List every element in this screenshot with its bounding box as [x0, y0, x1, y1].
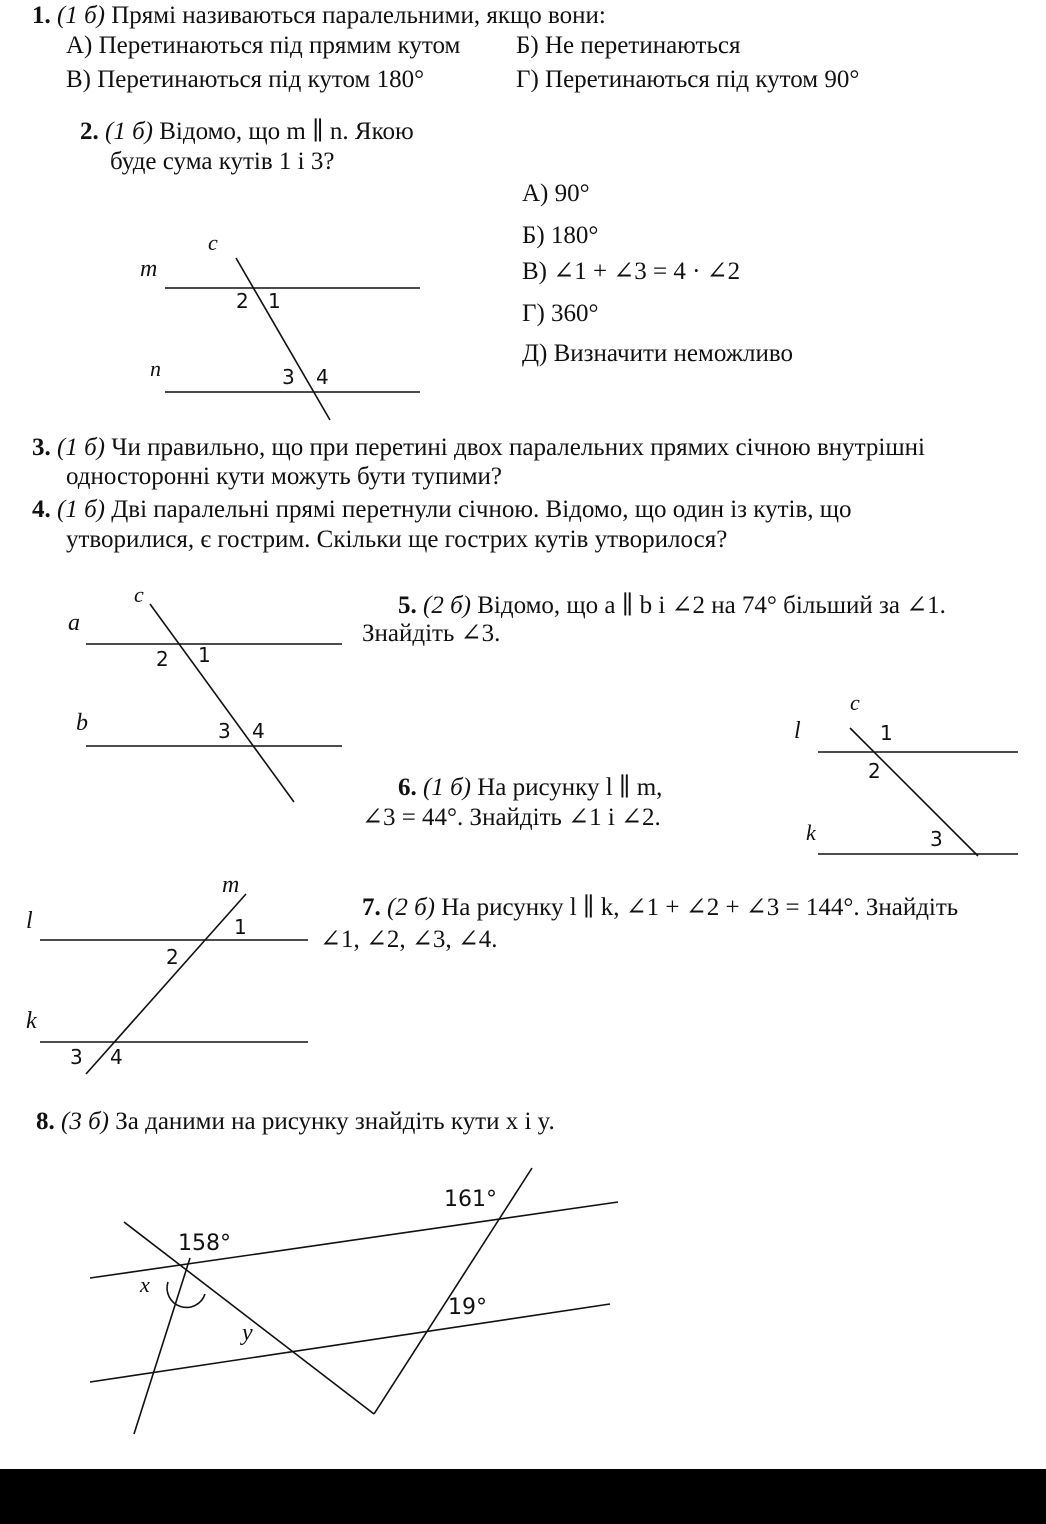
q5-label-a: a: [68, 610, 80, 636]
q6-figure: [794, 690, 1018, 856]
q5-number: 5.: [398, 592, 417, 619]
q7-angle-4: 4: [110, 1045, 123, 1069]
q2-option-d: Г) 360°: [522, 300, 599, 327]
q6-angle-3: 3: [930, 827, 943, 851]
bottom-black-bar: [0, 1469, 1046, 1524]
q2-option-e: Д) Визначити неможливо: [522, 340, 793, 367]
q6-angle-2: 2: [868, 759, 881, 783]
q1-option-d: Г) Перетинаються під кутом 90°: [516, 66, 860, 93]
q7-text-line1: На рисунку l ∥ k, ∠1 + ∠2 + ∠3 = 144°. Знайдіть: [441, 894, 959, 921]
q6-label-c: c: [850, 690, 860, 715]
q8-figure: [90, 1168, 618, 1434]
q8-angle-19: 19°: [448, 1295, 487, 1320]
q7-figure: [26, 872, 308, 1074]
q2-option-c: В) ∠1 + ∠3 = 4 · ∠2: [522, 258, 741, 285]
q4-score: (1 б): [57, 496, 105, 523]
q2-score: (1 б): [105, 118, 153, 145]
q5-text-line2: Знайдіть ∠3.: [362, 620, 501, 647]
q2-label-m: m: [140, 256, 158, 282]
q2-text-line2: буде сума кутів 1 і 3?: [110, 148, 335, 175]
q1-number: 1.: [32, 2, 51, 29]
q2-option-b: Б) 180°: [522, 222, 599, 249]
q6-label-l: l: [794, 718, 801, 744]
q4-number: 4.: [32, 496, 51, 523]
q8-angle-158: 158°: [178, 1231, 231, 1256]
q2-angle-1: 1: [268, 289, 281, 313]
q2-text-line1: Відомо, що m ∥ n. Якою: [159, 118, 414, 145]
q5-angle-4: 4: [252, 719, 265, 743]
q5-score: (2 б): [423, 592, 471, 619]
q4-text-line2: утворилися, є гострим. Скільки ще гострих кутів утворилося?: [66, 526, 728, 553]
q6-score: (1 б): [423, 774, 471, 801]
q1-text: Прямі називаються паралельними, якщо вони:: [111, 2, 606, 29]
q6-label-k: k: [806, 820, 816, 845]
q7-number: 7.: [362, 894, 381, 921]
q5-text-line1: Відомо, що a ∥ b і ∠2 на 74° більший за ∠1.: [477, 592, 946, 619]
q7-score: (2 б): [387, 894, 435, 921]
q6-text-line1: На рисунку l ∥ m,: [477, 774, 663, 801]
q5-figure: [68, 582, 342, 802]
q3-score: (1 б): [57, 434, 105, 461]
q7-label-l: l: [26, 908, 33, 934]
q5-label-b: b: [76, 710, 88, 736]
q7-label-m: m: [222, 872, 240, 898]
q8-label-x: x: [140, 1272, 150, 1297]
q5-label-c: c: [134, 582, 144, 607]
q8-parallel-top: [90, 1202, 618, 1278]
q7-angle-3: 3: [70, 1045, 83, 1069]
q8-line-diagonal: [124, 1222, 374, 1414]
q5-angle-3: 3: [218, 719, 231, 743]
q7-label-k: k: [26, 1008, 37, 1034]
q2-angle-3: 3: [282, 365, 295, 389]
q4-text-line1: Дві паралельні прямі перетнули січною. Відомо, що один із кутів, що: [111, 496, 852, 523]
q5-angle-1: 1: [198, 643, 211, 667]
q2-label-c: c: [208, 230, 218, 255]
q8-score: (3 б): [61, 1108, 109, 1135]
q8-label-y: y: [242, 1320, 253, 1346]
q3-number: 3.: [32, 434, 51, 461]
q1-score: (1 б): [57, 2, 105, 29]
q1-option-c: В) Перетинаються під кутом 180°: [66, 66, 425, 93]
q2-angle-4: 4: [316, 365, 329, 389]
q6-angle-1: 1: [880, 721, 893, 745]
q5-angle-2: 2: [156, 647, 169, 671]
q2-label-n: n: [150, 356, 161, 381]
q7-angle-2: 2: [166, 945, 179, 969]
q8-text: За даними на рисунку знайдіть кути x і y.: [115, 1108, 555, 1135]
q6-text-line2: ∠3 = 44°. Знайдіть ∠1 і ∠2.: [362, 804, 661, 831]
q2-angle-2: 2: [236, 289, 249, 313]
q7-angle-1: 1: [234, 915, 247, 939]
q1-option-b: Б) Не перетинаються: [516, 32, 741, 59]
q2-number: 2.: [80, 118, 99, 145]
q8-angle-161: 161°: [444, 1187, 497, 1212]
q2-option-a: А) 90°: [522, 180, 590, 207]
q2-transversal-c: [236, 258, 330, 420]
q3-text-line1: Чи правильно, що при перетині двох паралельних прямих січною внутрішні: [111, 434, 925, 461]
q8-parallel-bottom: [90, 1304, 610, 1382]
q5-transversal-c: [150, 604, 294, 802]
q6-transversal-c: [850, 728, 978, 856]
q3-text-line2: односторонні кути можуть бути тупими?: [66, 463, 503, 490]
q7-text-line2: ∠1, ∠2, ∠3, ∠4.: [320, 926, 498, 953]
q8-number: 8.: [36, 1108, 55, 1135]
q2-figure: [140, 230, 420, 420]
q8-arc-x: [167, 1282, 205, 1307]
q6-number: 6.: [398, 774, 417, 801]
q1-option-a: А) Перетинаються під прямим кутом: [66, 32, 461, 59]
